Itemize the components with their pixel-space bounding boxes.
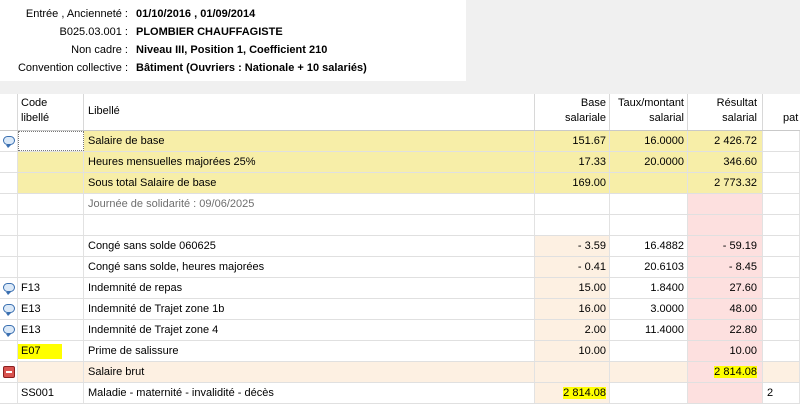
row-base[interactable]: 10.00: [535, 341, 610, 361]
row-base[interactable]: [535, 215, 610, 235]
row-libelle[interactable]: Prime de salissure: [84, 341, 535, 361]
row-libelle[interactable]: Indemnité de repas: [84, 278, 535, 298]
payslip-grid: [0, 94, 800, 407]
row-pat[interactable]: [763, 236, 800, 256]
statut-label: Non cadre :: [71, 44, 128, 56]
row-pat[interactable]: [763, 362, 800, 382]
header-pat[interactable]: [763, 94, 800, 130]
row-code[interactable]: [18, 152, 84, 172]
row-icon-cell: [0, 194, 18, 214]
table-row[interactable]: [0, 299, 800, 320]
grid-header: [0, 94, 800, 131]
row-pat[interactable]: [763, 194, 800, 214]
header-base-line2: salariale: [565, 112, 606, 124]
row-pat[interactable]: [763, 320, 800, 340]
row-libelle[interactable]: Journée de solidarité : 09/06/2025: [84, 194, 535, 214]
row-taux[interactable]: [610, 173, 688, 193]
row-icon-cell: [0, 215, 18, 235]
row-taux[interactable]: 20.0000: [610, 152, 688, 172]
row-code[interactable]: SS001: [18, 383, 84, 403]
row-libelle[interactable]: Sous total Salaire de base: [84, 173, 535, 193]
row-pat[interactable]: [763, 278, 800, 298]
table-row[interactable]: [0, 194, 800, 215]
row-code[interactable]: [18, 257, 84, 277]
header-resultat-line2: salarial: [722, 112, 757, 124]
info-row-entree: [0, 5, 466, 23]
row-resultat[interactable]: 48.00: [688, 299, 763, 319]
row-icon-cell: [0, 341, 18, 361]
header-libelle[interactable]: [84, 94, 535, 130]
row-base[interactable]: [535, 362, 610, 382]
row-code[interactable]: E07: [18, 341, 84, 361]
info-row-statut: [0, 41, 466, 59]
row-pat[interactable]: [763, 131, 800, 151]
row-taux[interactable]: 20.6103: [610, 257, 688, 277]
row-resultat[interactable]: 27.60: [688, 278, 763, 298]
row-taux[interactable]: 16.0000: [610, 131, 688, 151]
row-base[interactable]: [535, 194, 610, 214]
resultat-highlight: 2 814.08: [714, 366, 757, 378]
table-row[interactable]: [0, 131, 800, 152]
row-resultat[interactable]: - 59.19: [688, 236, 763, 256]
row-base[interactable]: 151.67: [535, 131, 610, 151]
statut-value: Niveau III, Position 1, Coefficient 210: [136, 44, 328, 56]
row-libelle[interactable]: Salaire de base: [84, 131, 535, 151]
header-code-line2: libellé: [21, 112, 50, 124]
table-row[interactable]: [0, 278, 800, 299]
row-resultat[interactable]: 10.00: [688, 341, 763, 361]
row-code[interactable]: [18, 236, 84, 256]
convention-value: Bâtiment (Ouvriers : Nationale + 10 salariés): [136, 62, 367, 74]
header-icon-col: [0, 94, 18, 130]
table-row[interactable]: [0, 383, 800, 404]
header-resultat-line1: Résultat: [716, 97, 757, 109]
row-code[interactable]: [18, 173, 84, 193]
convention-label: Convention collective :: [17, 62, 128, 74]
row-icon-cell: [0, 236, 18, 256]
row-resultat[interactable]: 346.60: [688, 152, 763, 172]
header-base[interactable]: [535, 94, 610, 130]
row-taux[interactable]: [610, 362, 688, 382]
row-icon-cell: [0, 257, 18, 277]
header-resultat[interactable]: [688, 94, 763, 130]
row-resultat[interactable]: 2 773.32: [688, 173, 763, 193]
row-taux[interactable]: [610, 194, 688, 214]
row-code[interactable]: F13: [18, 278, 84, 298]
table-row[interactable]: [0, 320, 800, 341]
info-row-emploi: [0, 23, 466, 41]
header-code-line1: Code: [21, 97, 48, 109]
header-taux-line1: Taux/montant: [617, 97, 684, 109]
row-base[interactable]: 17.33: [535, 152, 610, 172]
row-pat[interactable]: [763, 257, 800, 277]
row-libelle[interactable]: Indemnité de Trajet zone 1b: [84, 299, 535, 319]
row-taux[interactable]: 16.4882: [610, 236, 688, 256]
row-icon-cell: [0, 383, 18, 403]
row-taux[interactable]: [610, 215, 688, 235]
row-libelle[interactable]: Heures mensuelles majorées 25%: [84, 152, 535, 172]
info-row-convention: [0, 59, 466, 77]
row-icon-cell: [0, 131, 18, 151]
comment-icon[interactable]: [3, 136, 15, 145]
header-pat-text: pat: [783, 112, 799, 124]
row-pat[interactable]: [763, 152, 800, 172]
row-icon-cell: [0, 320, 18, 340]
header-code[interactable]: [18, 94, 84, 130]
row-icon-cell: [0, 152, 18, 172]
row-icon-cell: [0, 278, 18, 298]
table-row[interactable]: [0, 341, 800, 362]
row-libelle[interactable]: Congé sans solde 060625: [84, 236, 535, 256]
row-taux[interactable]: [610, 383, 688, 403]
row-taux[interactable]: 11.4000: [610, 320, 688, 340]
emploi-value: PLOMBIER CHAUFFAGISTE: [136, 26, 283, 38]
row-resultat[interactable]: - 8.45: [688, 257, 763, 277]
row-pat[interactable]: 2: [763, 383, 800, 403]
row-pat[interactable]: [763, 173, 800, 193]
row-base[interactable]: 2.00: [535, 320, 610, 340]
row-code[interactable]: [18, 362, 84, 382]
emploi-label: B025.03.001 :: [59, 26, 128, 38]
row-pat[interactable]: [763, 299, 800, 319]
row-pat[interactable]: [763, 341, 800, 361]
row-code[interactable]: [18, 215, 84, 235]
row-resultat[interactable]: 22.80: [688, 320, 763, 340]
table-row[interactable]: [0, 152, 800, 173]
row-resultat[interactable]: [688, 383, 763, 403]
row-resultat[interactable]: [688, 194, 763, 214]
row-libelle[interactable]: Salaire brut: [84, 362, 535, 382]
row-code[interactable]: [18, 131, 84, 151]
table-row[interactable]: [0, 257, 800, 278]
employee-info-panel: [0, 0, 466, 81]
table-row[interactable]: [0, 236, 800, 257]
row-taux[interactable]: [610, 341, 688, 361]
row-code[interactable]: E13: [18, 299, 84, 319]
row-icon-cell: [0, 362, 18, 382]
table-row[interactable]: [0, 173, 800, 194]
row-base[interactable]: 169.00: [535, 173, 610, 193]
row-code[interactable]: E13: [18, 320, 84, 340]
entree-label: Entrée , Ancienneté :: [25, 8, 128, 20]
row-base[interactable]: [535, 383, 610, 403]
row-libelle[interactable]: Indemnité de Trajet zone 4: [84, 320, 535, 340]
table-row[interactable]: [0, 215, 800, 236]
comment-icon[interactable]: [3, 283, 15, 292]
row-icon-cell: [0, 299, 18, 319]
header-taux-line2: salarial: [649, 112, 684, 124]
row-base[interactable]: - 3.59: [535, 236, 610, 256]
comment-icon[interactable]: [3, 325, 15, 334]
row-code[interactable]: [18, 194, 84, 214]
row-libelle[interactable]: [84, 215, 535, 235]
row-resultat[interactable]: 2 426.72: [688, 131, 763, 151]
row-icon-cell: [0, 173, 18, 193]
comment-icon[interactable]: [3, 304, 15, 313]
row-taux[interactable]: 1.8400: [610, 278, 688, 298]
row-resultat[interactable]: [688, 215, 763, 235]
header-libelle-text: Libellé: [88, 105, 120, 117]
row-base[interactable]: 15.00: [535, 278, 610, 298]
base-highlight: 2 814.08: [563, 387, 606, 399]
table-row[interactable]: [0, 362, 800, 383]
row-resultat[interactable]: [688, 362, 763, 382]
row-libelle[interactable]: Congé sans solde, heures majorées: [84, 257, 535, 277]
row-libelle[interactable]: Maladie - maternité - invalidité - décès: [84, 383, 535, 403]
collapse-icon[interactable]: [3, 366, 15, 378]
row-taux[interactable]: 3.0000: [610, 299, 688, 319]
entree-value: 01/10/2016 , 01/09/2014: [136, 8, 256, 20]
header-base-line1: Base: [580, 97, 606, 109]
row-pat[interactable]: [763, 215, 800, 235]
header-taux[interactable]: [610, 94, 688, 130]
row-base[interactable]: 16.00: [535, 299, 610, 319]
row-base[interactable]: - 0.41: [535, 257, 610, 277]
